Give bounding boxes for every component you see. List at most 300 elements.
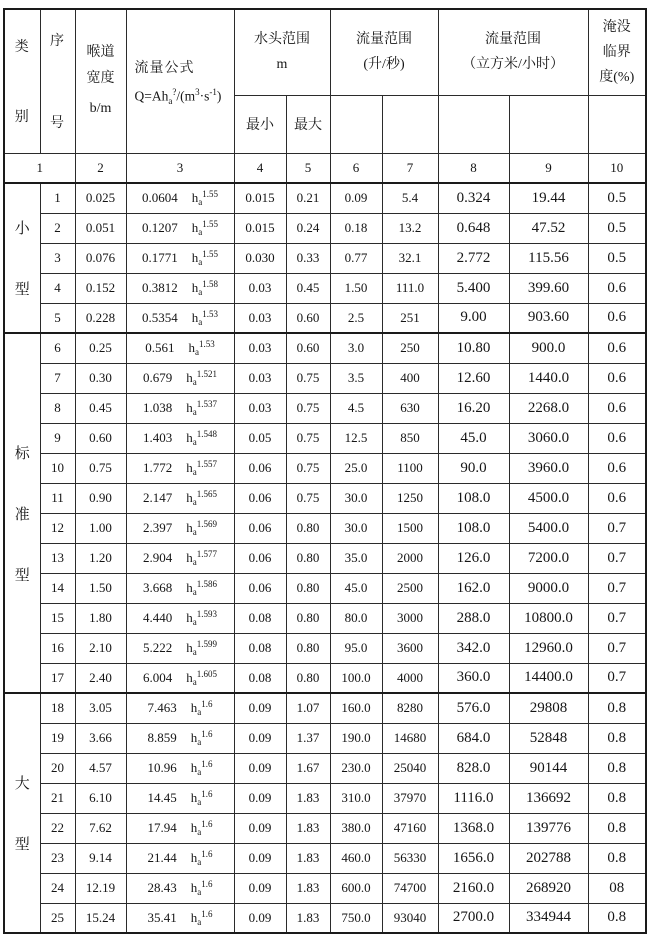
cell-throat-width: 0.75 [75,453,126,483]
table-row [4,333,646,363]
category-char: 标 [14,445,30,462]
cell-formula [126,603,234,633]
header-head-range [234,9,330,95]
header-seq [40,9,75,153]
table-row [4,753,646,783]
formula-value [127,819,234,837]
cell-head-max: 0.75 [286,393,330,423]
formula-value [127,909,234,927]
header-formula [126,9,234,153]
cell-formula [126,573,234,603]
cell-formula [126,843,234,873]
cell-formula [126,273,234,303]
formula-value [127,489,234,507]
header-category-char2: 别 [14,110,30,126]
cell-submergence: 0.6 [588,363,646,393]
cell-flow-m3h-min: 0.324 [438,183,509,213]
cell-seq: 11 [40,483,75,513]
cell-flow-ls-min: 4.5 [330,393,382,423]
header-head-min: 最小 [234,95,286,153]
cell-head-max: 0.80 [286,633,330,663]
cell-flow-ls-max: 250 [382,333,438,363]
cell-flow-m3h-min: 342.0 [438,633,509,663]
cell-head-max: 0.21 [286,183,330,213]
cell-throat-width: 3.05 [75,693,126,723]
cell-flow-m3h-min: 576.0 [438,693,509,723]
cell-submergence: 0.7 [588,663,646,693]
cell-flow-ls-min: 100.0 [330,663,382,693]
header-row-groups [4,9,646,95]
cell-flow-m3h-max: 202788 [509,843,588,873]
cell-head-max: 0.75 [286,363,330,393]
category-label [5,217,40,299]
cell-flow-m3h-max: 7200.0 [509,543,588,573]
cell-formula [126,183,234,213]
cell-head-max: 0.80 [286,603,330,633]
cell-flow-ls-min: 3.0 [330,333,382,363]
cell-flow-m3h-min: 10.80 [438,333,509,363]
table-row [4,663,646,693]
formula-value [127,429,234,447]
cell-flow-ls-max: 14680 [382,723,438,753]
cell-flow-m3h-min: 0.648 [438,213,509,243]
cell-head-max: 0.75 [286,423,330,453]
cell-seq: 15 [40,603,75,633]
cell-flow-ls-min: 160.0 [330,693,382,723]
cell-flow-m3h-max: 5400.0 [509,513,588,543]
cell-seq: 24 [40,873,75,903]
cell-flow-ls-min: 750.0 [330,903,382,933]
cell-flow-ls-min: 95.0 [330,633,382,663]
cell-flow-ls-max: 2500 [382,573,438,603]
cell-flow-m3h-max: 29808 [509,693,588,723]
cell-head-max: 1.07 [286,693,330,723]
cell-flow-m3h-min: 2160.0 [438,873,509,903]
cell-flow-ls-max: 37970 [382,783,438,813]
cell-head-min: 0.09 [234,813,286,843]
formula-variable: $h_a^{1.55}$ [191,249,218,267]
header-empty-col9 [509,95,588,153]
table-row [4,213,646,243]
col-number-6: 6 [330,153,382,183]
cell-seq: 3 [40,243,75,273]
header-flow-range-ls [330,9,438,95]
cell-head-min: 0.03 [234,363,286,393]
cell-flow-m3h-min: 2700.0 [438,903,509,933]
cell-flow-m3h-min: 90.0 [438,453,509,483]
formula-coefficient: 2.147 [143,490,173,505]
cell-flow-ls-min: 35.0 [330,543,382,573]
cell-flow-ls-min: 460.0 [330,843,382,873]
header-submergence-line1: 淹没 [602,19,631,35]
table-row [4,303,646,333]
cell-flow-ls-max: 630 [382,393,438,423]
formula-value [127,459,234,477]
category-cell [4,333,40,693]
formula-coefficient: 4.440 [143,610,173,625]
formula-coefficient: 1.403 [143,430,173,445]
cell-seq: 25 [40,903,75,933]
formula-value [127,219,234,237]
cell-throat-width: 12.19 [75,873,126,903]
formula-coefficient: 3.668 [143,580,173,595]
formula-variable: $h_a^{1.6}$ [190,908,213,927]
formula-variable: $h_a^{1.55}$ [191,219,218,237]
cell-throat-width: 0.076 [75,243,126,273]
formula-variable: $h_a^{1.6}$ [190,879,213,897]
cell-formula [126,213,234,243]
cell-head-max: 1.67 [286,753,330,783]
cell-seq: 12 [40,513,75,543]
cell-flow-ls-max: 5.4 [382,183,438,213]
cell-throat-width: 1.20 [75,543,126,573]
cell-head-max: 1.83 [286,813,330,843]
table-row [4,243,646,273]
formula-variable: $h_a^{1.58}$ [191,279,218,297]
formula-variable: $h_a^{1.605}$ [186,668,217,687]
formula-variable: $h_a^{1.53}$ [191,308,218,327]
cell-throat-width: 0.45 [75,393,126,423]
formula-variable: $h_a^{1.6}$ [190,759,213,777]
header-head-range-label: 水头范围 [254,32,310,48]
formula-value [127,369,234,387]
cell-flow-ls-max: 3000 [382,603,438,633]
header-empty-col7 [382,95,438,153]
cell-flow-m3h-min: 16.20 [438,393,509,423]
formula-value [127,549,234,567]
header-submergence-line2: 临界 [602,44,631,60]
cell-head-min: 0.03 [234,303,286,333]
formula-value [127,339,234,357]
table-row [4,183,646,213]
cell-flow-ls-min: 0.18 [330,213,382,243]
table-row [4,513,646,543]
cell-flow-m3h-max: 9000.0 [509,573,588,603]
table-row [4,633,646,663]
cell-formula [126,663,234,693]
cell-head-min: 0.015 [234,183,286,213]
cell-flow-m3h-max: 334944 [509,903,588,933]
category-char: 型 [14,282,30,298]
cell-head-min: 0.03 [234,393,286,423]
cell-throat-width: 1.50 [75,573,126,603]
cell-flow-m3h-max: 90144 [509,753,588,783]
cell-submergence: 0.6 [588,273,646,303]
cell-throat-width: 1.80 [75,603,126,633]
cell-flow-m3h-max: 12960.0 [509,633,588,663]
col-number-10: 10 [588,153,646,183]
formula-coefficient: 5.222 [143,640,173,655]
cell-flow-m3h-max: 4500.0 [509,483,588,513]
cell-flow-m3h-min: 108.0 [438,513,509,543]
cell-submergence: 0.5 [588,243,646,273]
cell-throat-width: 0.051 [75,213,126,243]
cell-head-max: 0.80 [286,543,330,573]
cell-head-min: 0.030 [234,243,286,273]
cell-flow-ls-max: 47160 [382,813,438,843]
cell-head-max: 0.80 [286,513,330,543]
cell-submergence: 0.6 [588,423,646,453]
cell-flow-ls-max: 1250 [382,483,438,513]
formula-coefficient: 35.41 [147,909,177,925]
formula-variable: $h_a^{1.537}$ [186,399,217,417]
cell-flow-m3h-min: 12.60 [438,363,509,393]
cell-seq: 1 [40,183,75,213]
cell-head-max: 1.37 [286,723,330,753]
cell-flow-ls-max: 32.1 [382,243,438,273]
table-row [4,693,646,723]
cell-flow-ls-max: 850 [382,423,438,453]
formula-value [127,699,234,717]
header-flow-ls-unit: (升/秒) [363,57,405,73]
cell-flow-m3h-min: 45.0 [438,423,509,453]
formula-value [127,519,234,537]
cell-flow-m3h-min: 1116.0 [438,783,509,813]
cell-seq: 22 [40,813,75,843]
cell-head-max: 0.45 [286,273,330,303]
cell-flow-m3h-min: 684.0 [438,723,509,753]
cell-flow-ls-min: 380.0 [330,813,382,843]
cell-flow-ls-min: 0.09 [330,183,382,213]
table-row [4,783,646,813]
cell-submergence: 0.8 [588,903,646,933]
cell-throat-width: 0.90 [75,483,126,513]
cell-head-max: 0.75 [286,453,330,483]
formula-value [127,399,234,417]
cell-seq: 10 [40,453,75,483]
cell-submergence: 0.6 [588,483,646,513]
cell-submergence: 0.8 [588,723,646,753]
formula-coefficient: 6.004 [143,669,173,685]
table-body [4,183,646,933]
cell-head-min: 0.06 [234,573,286,603]
cell-flow-ls-min: 0.77 [330,243,382,273]
cell-submergence: 0.8 [588,753,646,783]
cell-flow-ls-min: 30.0 [330,483,382,513]
formula-variable: $h_a^{1.593}$ [186,609,217,627]
formula-value [127,309,234,327]
cell-head-max: 0.33 [286,243,330,273]
header-throat-line2: 宽度 [86,71,115,87]
formula-coefficient: 21.44 [147,850,177,865]
cell-head-min: 0.06 [234,453,286,483]
cell-formula [126,363,234,393]
cell-seq: 5 [40,303,75,333]
formula-value [127,879,234,897]
cell-head-min: 0.06 [234,543,286,573]
cell-formula [126,243,234,273]
header-seq-char2: 号 [50,116,65,132]
cell-flow-m3h-max: 903.60 [509,303,588,333]
header-throat-line1: 喉道 [86,45,115,61]
cell-formula [126,873,234,903]
table-row [4,363,646,393]
cell-flow-ls-max: 1100 [382,453,438,483]
header-head-max: 最大 [286,95,330,153]
cell-flow-m3h-max: 139776 [509,813,588,843]
category-char: 大 [14,776,30,792]
cell-submergence: 0.6 [588,333,646,363]
cell-seq: 20 [40,753,75,783]
cell-flow-m3h-max: 115.56 [509,243,588,273]
cell-submergence: 0.5 [588,213,646,243]
cell-head-max: 0.75 [286,483,330,513]
cell-head-min: 0.09 [234,753,286,783]
cell-seq: 21 [40,783,75,813]
header-empty-col6 [330,95,382,153]
cell-submergence: 0.7 [588,633,646,663]
cell-seq: 16 [40,633,75,663]
cell-head-min: 0.09 [234,693,286,723]
header-flow-m3h-label: 流量范围 [485,32,541,48]
cell-flow-m3h-max: 10800.0 [509,603,588,633]
category-cell [4,183,40,333]
cell-submergence: 0.8 [588,843,646,873]
formula-coefficient: 0.1207 [142,220,178,235]
cell-formula [126,723,234,753]
formula-coefficient: 10.96 [147,760,177,775]
cell-flow-ls-min: 80.0 [330,603,382,633]
cell-flow-m3h-max: 399.60 [509,273,588,303]
formula-coefficient: 8.859 [147,730,177,745]
cell-submergence: 0.7 [588,543,646,573]
table-row [4,903,646,933]
cell-formula [126,753,234,783]
formula-coefficient: 0.561 [145,340,175,356]
cell-throat-width: 9.14 [75,843,126,873]
formula-coefficient: 0.0604 [142,190,178,206]
cell-formula [126,543,234,573]
cell-flow-m3h-max: 136692 [509,783,588,813]
cell-throat-width: 0.025 [75,183,126,213]
formula-coefficient: 0.1771 [142,250,178,265]
table-row [4,453,646,483]
category-label [5,442,40,585]
col-number-4: 4 [234,153,286,183]
formula-variable: $h_a^{1.557}$ [186,459,217,477]
cell-flow-m3h-max: 3960.0 [509,453,588,483]
cell-submergence: 0.8 [588,813,646,843]
cell-throat-width: 3.66 [75,723,126,753]
cell-head-min: 0.09 [234,903,286,933]
cell-throat-width: 7.62 [75,813,126,843]
cell-flow-m3h-max: 14400.0 [509,663,588,693]
cell-flow-ls-max: 56330 [382,843,438,873]
cell-flow-m3h-max: 47.52 [509,213,588,243]
cell-seq: 6 [40,333,75,363]
cell-submergence: 0.6 [588,453,646,483]
formula-coefficient: 14.45 [147,790,177,805]
formula-variable: $h_a^{1.599}$ [186,639,217,657]
formula-variable: $h_a^{1.6}$ [190,789,213,807]
cell-seq: 18 [40,693,75,723]
category-char: 型 [14,567,30,584]
cell-flow-ls-min: 25.0 [330,453,382,483]
table-row [4,483,646,513]
col-number-7: 7 [382,153,438,183]
cell-flow-ls-max: 74700 [382,873,438,903]
cell-flow-ls-min: 3.5 [330,363,382,393]
table-row [4,393,646,423]
cell-throat-width: 0.152 [75,273,126,303]
flume-spec-table [3,8,647,934]
cell-seq: 7 [40,363,75,393]
header-flow-m3h-unit: （立方米/小时） [462,57,564,73]
col-number-9: 9 [509,153,588,183]
cell-head-min: 0.08 [234,603,286,633]
cell-seq: 13 [40,543,75,573]
formula-value [127,579,234,597]
header-throat-width [75,9,126,153]
formula-variable: $h_a^{1.569}$ [186,519,217,537]
cell-flow-m3h-min: 2.772 [438,243,509,273]
formula-variable: $h_a^{1.6}$ [190,819,213,837]
cell-flow-ls-min: 1.50 [330,273,382,303]
header-flow-range-m3h [438,9,588,95]
cell-flow-m3h-max: 900.0 [509,333,588,363]
table-row [4,873,646,903]
cell-flow-ls-max: 2000 [382,543,438,573]
cell-flow-ls-min: 12.5 [330,423,382,453]
cell-submergence: 0.6 [588,303,646,333]
cell-throat-width: 15.24 [75,903,126,933]
formula-value [127,189,234,207]
cell-flow-m3h-max: 2268.0 [509,393,588,423]
formula-coefficient: 2.904 [143,550,173,565]
cell-throat-width: 0.228 [75,303,126,333]
cell-formula [126,513,234,543]
col-number-8: 8 [438,153,509,183]
cell-flow-ls-max: 4000 [382,663,438,693]
cell-flow-m3h-min: 5.400 [438,273,509,303]
cell-flow-ls-min: 600.0 [330,873,382,903]
table-row [4,573,646,603]
cell-throat-width: 0.60 [75,423,126,453]
header-submergence-line3: 度(%) [599,69,635,85]
table-row [4,603,646,633]
category-char: 型 [14,837,30,853]
formula-variable: $h_a^{1.6}$ [190,849,213,867]
cell-submergence: 0.7 [588,603,646,633]
cell-flow-ls-max: 13.2 [382,213,438,243]
formula-coefficient: 0.679 [143,370,173,385]
cell-head-min: 0.08 [234,633,286,663]
cell-throat-width: 0.25 [75,333,126,363]
col-number-3: 3 [126,153,234,183]
cell-head-max: 1.83 [286,843,330,873]
cell-flow-m3h-max: 268920 [509,873,588,903]
cell-formula [126,333,234,363]
cell-flow-m3h-max: 19.44 [509,183,588,213]
category-char: 小 [14,221,30,237]
cell-head-min: 0.015 [234,213,286,243]
cell-head-max: 1.83 [286,873,330,903]
cell-flow-m3h-min: 1368.0 [438,813,509,843]
cell-flow-ls-max: 3600 [382,633,438,663]
table-row [4,423,646,453]
table-row [4,813,646,843]
cell-head-min: 0.08 [234,663,286,693]
cell-head-max: 0.80 [286,573,330,603]
cell-flow-m3h-max: 52848 [509,723,588,753]
formula-variable: $h_a^{1.521}$ [186,369,217,387]
cell-flow-m3h-min: 9.00 [438,303,509,333]
cell-submergence: 0.7 [588,573,646,603]
cell-flow-m3h-min: 108.0 [438,483,509,513]
cell-flow-ls-max: 111.0 [382,273,438,303]
table-row [4,843,646,873]
cell-head-min: 0.09 [234,783,286,813]
